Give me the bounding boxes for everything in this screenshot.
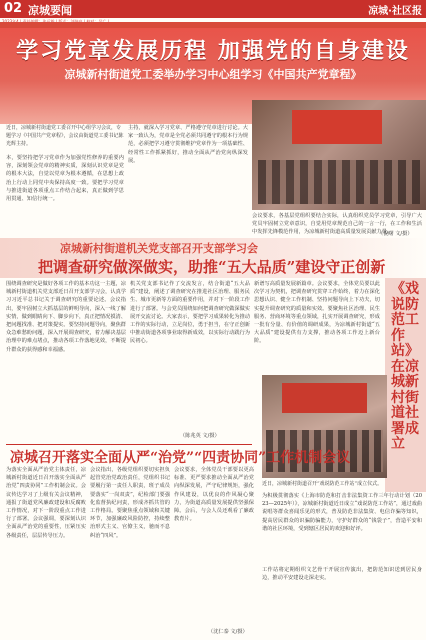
section2-column-3: 新谱写高质量发展新篇章。会议要求，全体党员要以此次学习为契机，把调查研究贯穿工作始终，着力在深化思想认识、健全工作机制、坚持问题导向上下功夫，切实提升调查研究的质量和实效。要聚焦社区治理、民生服务、营商环境等重点领域，扎实开展调查研究，形成一批有分量、有价值的调研成果，为凉城新村街道“五大品质”建设提供有力支撑，推动各项工作迈上新台阶。 xyxy=(254,281,380,345)
photo-screen xyxy=(292,110,382,144)
section3-headline: 凉城召开落实全面从严“治党”“四责协同”工作机制会议 xyxy=(10,450,351,466)
section2-column-2: 机关党支部书记作了交流发言，结合街道“五大品质”建设，阐述了调查研究在推进社区治理、服务民生、城市更新等方面的重要作用，并对下一阶段工作进行了部署。与会党员围绕如何把调查研究做深做实展开交流讨论。大家表示，要把学习成果转化为推动工作的实际行动，立足岗位，勇于担当，在守正创新中推动街道各项事业取得新成效，以实际行动践行为民初心。 xyxy=(130,281,250,345)
section-name: 凉城要闻 xyxy=(28,4,72,17)
lead-byline: （倪曙 文/摄） xyxy=(378,231,413,237)
lead-column-2: 主持，就深入学习党章、严格遵守党章进行讨论。大家一致认为，党章是全党必须共同遵守的根本行为规范，必须把学习遵守贯彻维护党章作为一项基础性、经常性工作抓紧抓好，推动全面从严治党向纵深发展。 xyxy=(128,125,248,164)
meeting-photo xyxy=(252,100,426,210)
lead-subheadline: 凉城新村街道党工委举办学习中心组学习《中国共产党章程》 xyxy=(64,68,362,81)
newspaper-name: 凉城·社区报 xyxy=(368,6,422,17)
page-number: 02 xyxy=(4,1,23,16)
lead-headline: 学习党章发展历程 加强党的自身建设 xyxy=(16,38,410,64)
section3-rule xyxy=(6,444,252,445)
photo-caption: 近日，凉城新村街道党工委召开中心组学习会议，专题学习《中国共产党章程》，会议由街道党工委书记陈光辉主持。 xyxy=(6,125,124,147)
section3-column-3: 会议要求，全体党员干部要以更高标准、更严要求推动全面从严治党向纵深发展，严守纪律规矩，强化作风建设，以优良的作风凝心聚力，为街道高质量发展提供坚强保障。会后，与会人员还观看了廉政教育片。 xyxy=(174,467,254,523)
lead-column-1: 本，要坚持把学习党章作为加强党性修养的重要内容，深刻领会党章的精神实质，深刻认识党章是党的根本大法，自觉以党章为根本遵循，在思想上政治上行动上同党中央保持高度一致。要把学习党章与推进街道各项重点工作结合起来，真正做到学思用贯通、知信行统一。 xyxy=(6,155,124,203)
photo-audience xyxy=(258,160,420,204)
section2-byline: （陈兆英 文/摄） xyxy=(180,433,220,439)
section3-column-1: 为落实全面从严治党主体责任，凉城新村街道近日召开落实全面从严治党“四责协同”工作机制会议。会议传达学习了上级有关会议精神，通报了街道党风廉政建设和反腐败工作情况，对下一阶段重点工作进行了部署。会议强调，要深刻认识全面从严治党的重要性，压紧压实各级责任，层层传导压力。 xyxy=(6,467,86,539)
workstation-caption: 近日，凉城新村街道召开“戏说防范工作站”成立仪式。 xyxy=(262,481,383,487)
sidebar-title: 《戏说防范工作站》在凉城新村街道社署成立 xyxy=(391,281,419,452)
photo-screen xyxy=(282,383,367,413)
section2-column-1: 围绕调查研究是做好各项工作的基本功这一主题，凉城新村街道机关党支部近日召开支部学习会，认真学习习近平总书记关于调查研究的重要论述。会议指出，要牢固树立大抓基层的鲜明导向，深入一线了解实情，做到眼睛向下、脚步向下，真正把情况摸清、把问题找准、把对策提实。要坚持问题导向，聚焦群众急难愁盼问题，深入开展调查研究，着力解决基层治理中的难点堵点，推动各项工作落地见效，不断提升群众的获得感和幸福感。 xyxy=(6,281,126,353)
sidebar-column-1: 为积极贯彻落实《上海市防范和打击非法集资工作三年行动计划（2023—2025年）》，凉城新村街道近日成立“戏说防范工作站”，通过戏曲说唱等群众喜闻乐见的形式，普及防范非法集资、电信诈骗等知识，提高居民群众的识骗防骗能力，守护好群众的“钱袋子”，营造平安和谐的社区环境，受到辖区居民的欢迎和好评。 xyxy=(262,493,422,532)
lead-column-3: 会议要求，各基层党组织要结合实际，认真组织党员学习党章，引导广大党员牢固树立党章意识，自觉用党章规范自己的一言一行，在工作和生活中发挥先锋模范作用，为凉城新村街道高质量发展贡献力量。 xyxy=(252,213,422,236)
sidebar-column-2: 工作站将定期组织文艺骨干开展宣传演出，把防范知识送到居民身边，推动平安建设走深走实。 xyxy=(262,567,422,582)
section3-byline: （沈仁泰 文/摄） xyxy=(208,629,248,635)
section2-kicker: 凉城新村街道机关党支部召开支部学习会 xyxy=(60,242,258,255)
page-header xyxy=(0,0,426,18)
section2-headline: 把调查研究做深做实，助推“五大品质”建设守正创新 xyxy=(38,258,386,276)
section3-column-2: 会议指出，各级党组织要切实担负起管党治党政治责任，党组织书记要履行第一责任人职责，班子成员要落实“一岗双责”，纪检部门要强化监督执纪问责，形成齐抓共管的工作格局。要聚焦重点领域和关键环节，加强廉政风险防控，持续整治形式主义、官僚主义，驰而不息纠治“四风”。 xyxy=(90,467,170,539)
